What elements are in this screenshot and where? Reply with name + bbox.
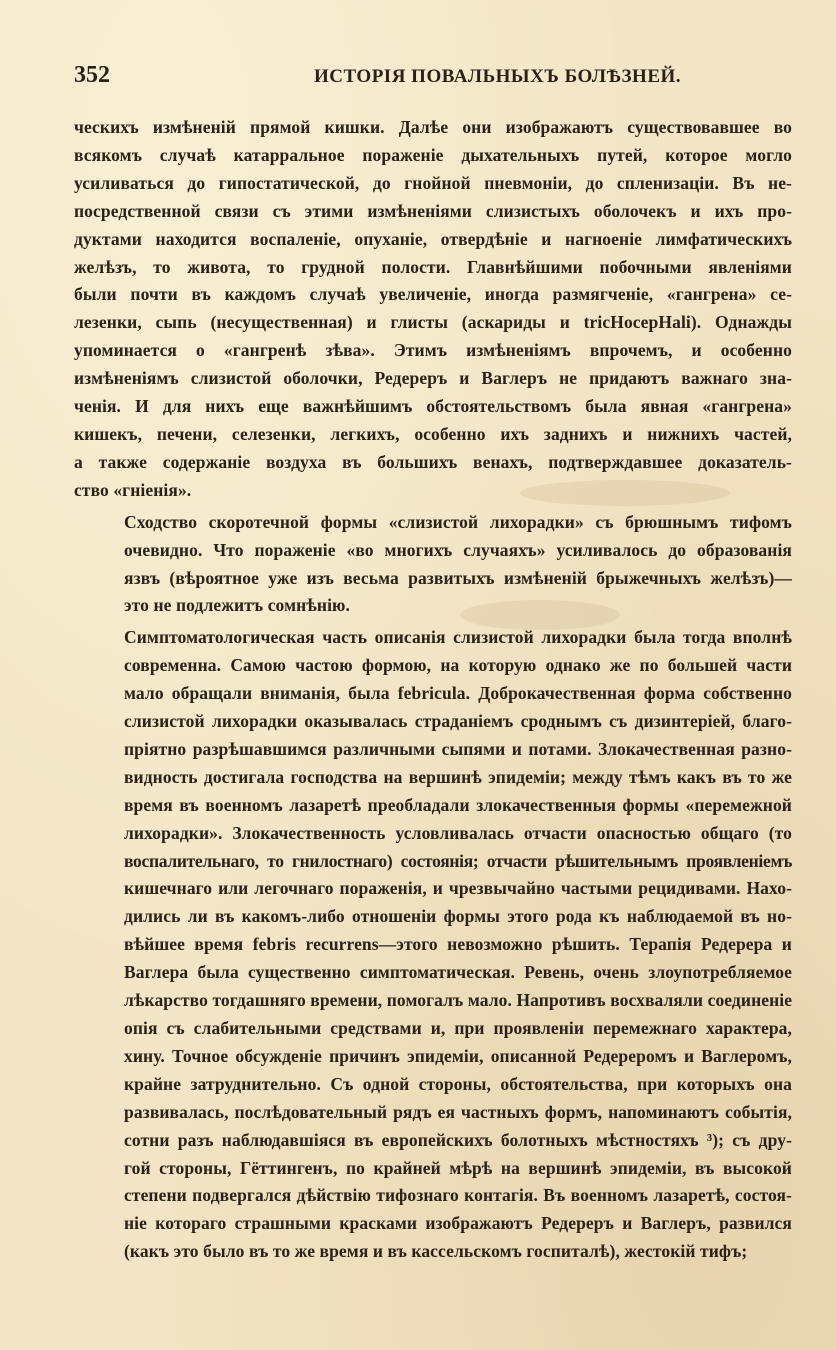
text-line: Симптоматологическая часть описанія слизистой лихорадки была тогда вполнѣ	[124, 627, 792, 648]
paragraph	[74, 509, 792, 621]
text-line: Ваглера была существенно симптоматическая. Ревень, очень злоупотребляемое	[124, 962, 792, 983]
text-line: лихорадки». Злокачественность условливалась отчасти опасностью общаго (то	[124, 822, 792, 843]
text-line: степени подвергался дѣйствію тифознаго контагія. Въ военномъ лазаретѣ, состоя-	[124, 1185, 792, 1206]
text-line: это не подлежитъ сомнѣнію.	[124, 595, 350, 616]
text-line: желѣзъ, то живота, то грудной полости. Главнѣйшими побочными явленіями	[74, 256, 792, 277]
text-line: Сходство скоротечной формы «слизистой лихорадки» съ брюшнымъ тифомъ	[124, 511, 792, 532]
text-line: гой стороны, Гёттингенъ, по крайней мѣрѣ на вершинѣ эпидеміи, въ высокой	[124, 1157, 792, 1178]
text-line: лезенки, сыпь (несущественная) и глисты (аскариды и tricHocepHali). Однажды	[74, 312, 792, 333]
text-line: ство «гніенія».	[74, 479, 192, 500]
text-line: ченія. И для нихъ еще важнѣйшимъ обстоятельствомъ была явная «гангрена»	[74, 396, 792, 417]
page-header	[74, 62, 774, 98]
text-line: крайне затруднительно. Съ одной стороны, обстоятельства, при которыхъ она	[124, 1073, 792, 1094]
text-line: видность достигала господства на вершинѣ эпидеміи; между тѣмъ какъ въ то же	[124, 766, 792, 787]
text-line: современна. Самою частою формою, на которую однако же по большей части	[124, 655, 792, 676]
text-line: мало обращали вниманія, была febricula. Доброкачественная форма собственно	[124, 683, 792, 704]
paragraph	[74, 624, 792, 1266]
text-line: (какъ это было въ то же время и въ кассельскомъ госпиталѣ), жестокій тифъ;	[124, 1241, 748, 1262]
text-line: очевидно. Что пораженіе «во многихъ случаяхъ» усиливалось до образованія	[124, 539, 792, 560]
text-line: опія съ слабительными средствами и, при проявленіи перемежнаго характера,	[124, 1018, 792, 1038]
text-line: хину. Точное обсужденіе причинъ эпидеміи, описанной Редереромъ и Ваглеромъ,	[124, 1045, 792, 1066]
body-text	[74, 114, 792, 1266]
text-line: лѣкарство тогдашняго времени, помогалъ мало. Напротивъ восхваляли соединеніе	[124, 990, 793, 1011]
text-line: язвъ (вѣроятное уже изъ весьма развитыхъ измѣненій брыжечныхъ желѣзъ)—	[124, 567, 792, 588]
text-line: упоминается о «гангренѣ зѣва». Этимъ измѣненіямъ впрочемъ, и особенно	[74, 340, 792, 361]
text-line: дились ли въ какомъ-либо отношеніи формы этого рода къ наблюдаемой въ но-	[124, 906, 792, 927]
text-line: дуктами находится воспаленіе, опуханіе, отвердѣніе и нагноеніе лимфатическихъ	[74, 228, 792, 249]
text-line: были почти въ каждомъ случаѣ увеличеніе, иногда размягченіе, «гангрена» се-	[74, 284, 792, 305]
text-line: сотни разъ наблюдавшіяся въ европейскихъ болотныхъ мѣстностяхъ ³); съ дру-	[124, 1129, 792, 1150]
text-line: всякомъ случаѣ катарральное пораженіе дыхательныхъ путей, которое могло	[74, 144, 792, 165]
text-line: усиливаться до гипостатической, до гнойной пневмоніи, до спленизаціи. Въ не-	[74, 172, 792, 193]
text-line: а также содержаніе воздуха въ большихъ венахъ, подтверждавшее доказатель-	[74, 451, 792, 472]
text-line: кишекъ, печени, селезенки, легкихъ, особенно ихъ заднихъ и нижнихъ частей,	[74, 423, 792, 444]
paragraph	[74, 114, 792, 505]
text-line: кишечнаго или легочнаго пораженія, и чрезвычайно частыми рецидивами. Нахо-	[124, 878, 792, 899]
text-line: вѣйшее время febris recurrens—этого невозможно рѣшить. Терапія Редерера и	[124, 934, 792, 955]
text-line: слизистой лихорадки оказывалась страданіемъ сроднымъ съ дизинтеріей, благо-	[124, 711, 792, 732]
text-line: воспалительнаго, то гнилостнаго) состоянія; отчасти рѣшительнымъ проявленіемъ	[124, 850, 792, 871]
text-line: время въ военномъ лазаретѣ преобладали злокачественныя формы «перемежной	[124, 794, 792, 815]
page-number: 352	[74, 62, 110, 88]
text-line: пріятно разрѣшавшимся различными сыпями и потами. Злокачественная разно-	[124, 738, 792, 759]
text-line: развивалась, послѣдовательный рядъ ея частныхъ формъ, напоминаютъ событія,	[124, 1101, 792, 1122]
text-line: ніе котораго страшными красками изображаютъ Редереръ и Ваглеръ, развился	[124, 1213, 792, 1234]
text-line: посредственной связи съ этими измѣненіями слизистыхъ оболочекъ и ихъ про-	[74, 200, 792, 221]
text-line: измѣненіямъ слизистой оболочки, Редереръ и Ваглеръ не придаютъ важнаго зна-	[74, 368, 792, 389]
running-title: ИСТОРІЯ ПОВАЛЬНЫХЪ БОЛѢЗНЕЙ.	[314, 66, 682, 87]
text-line: ческихъ измѣненій прямой кишки. Далѣе они изображаютъ существовавшее во	[74, 117, 792, 137]
